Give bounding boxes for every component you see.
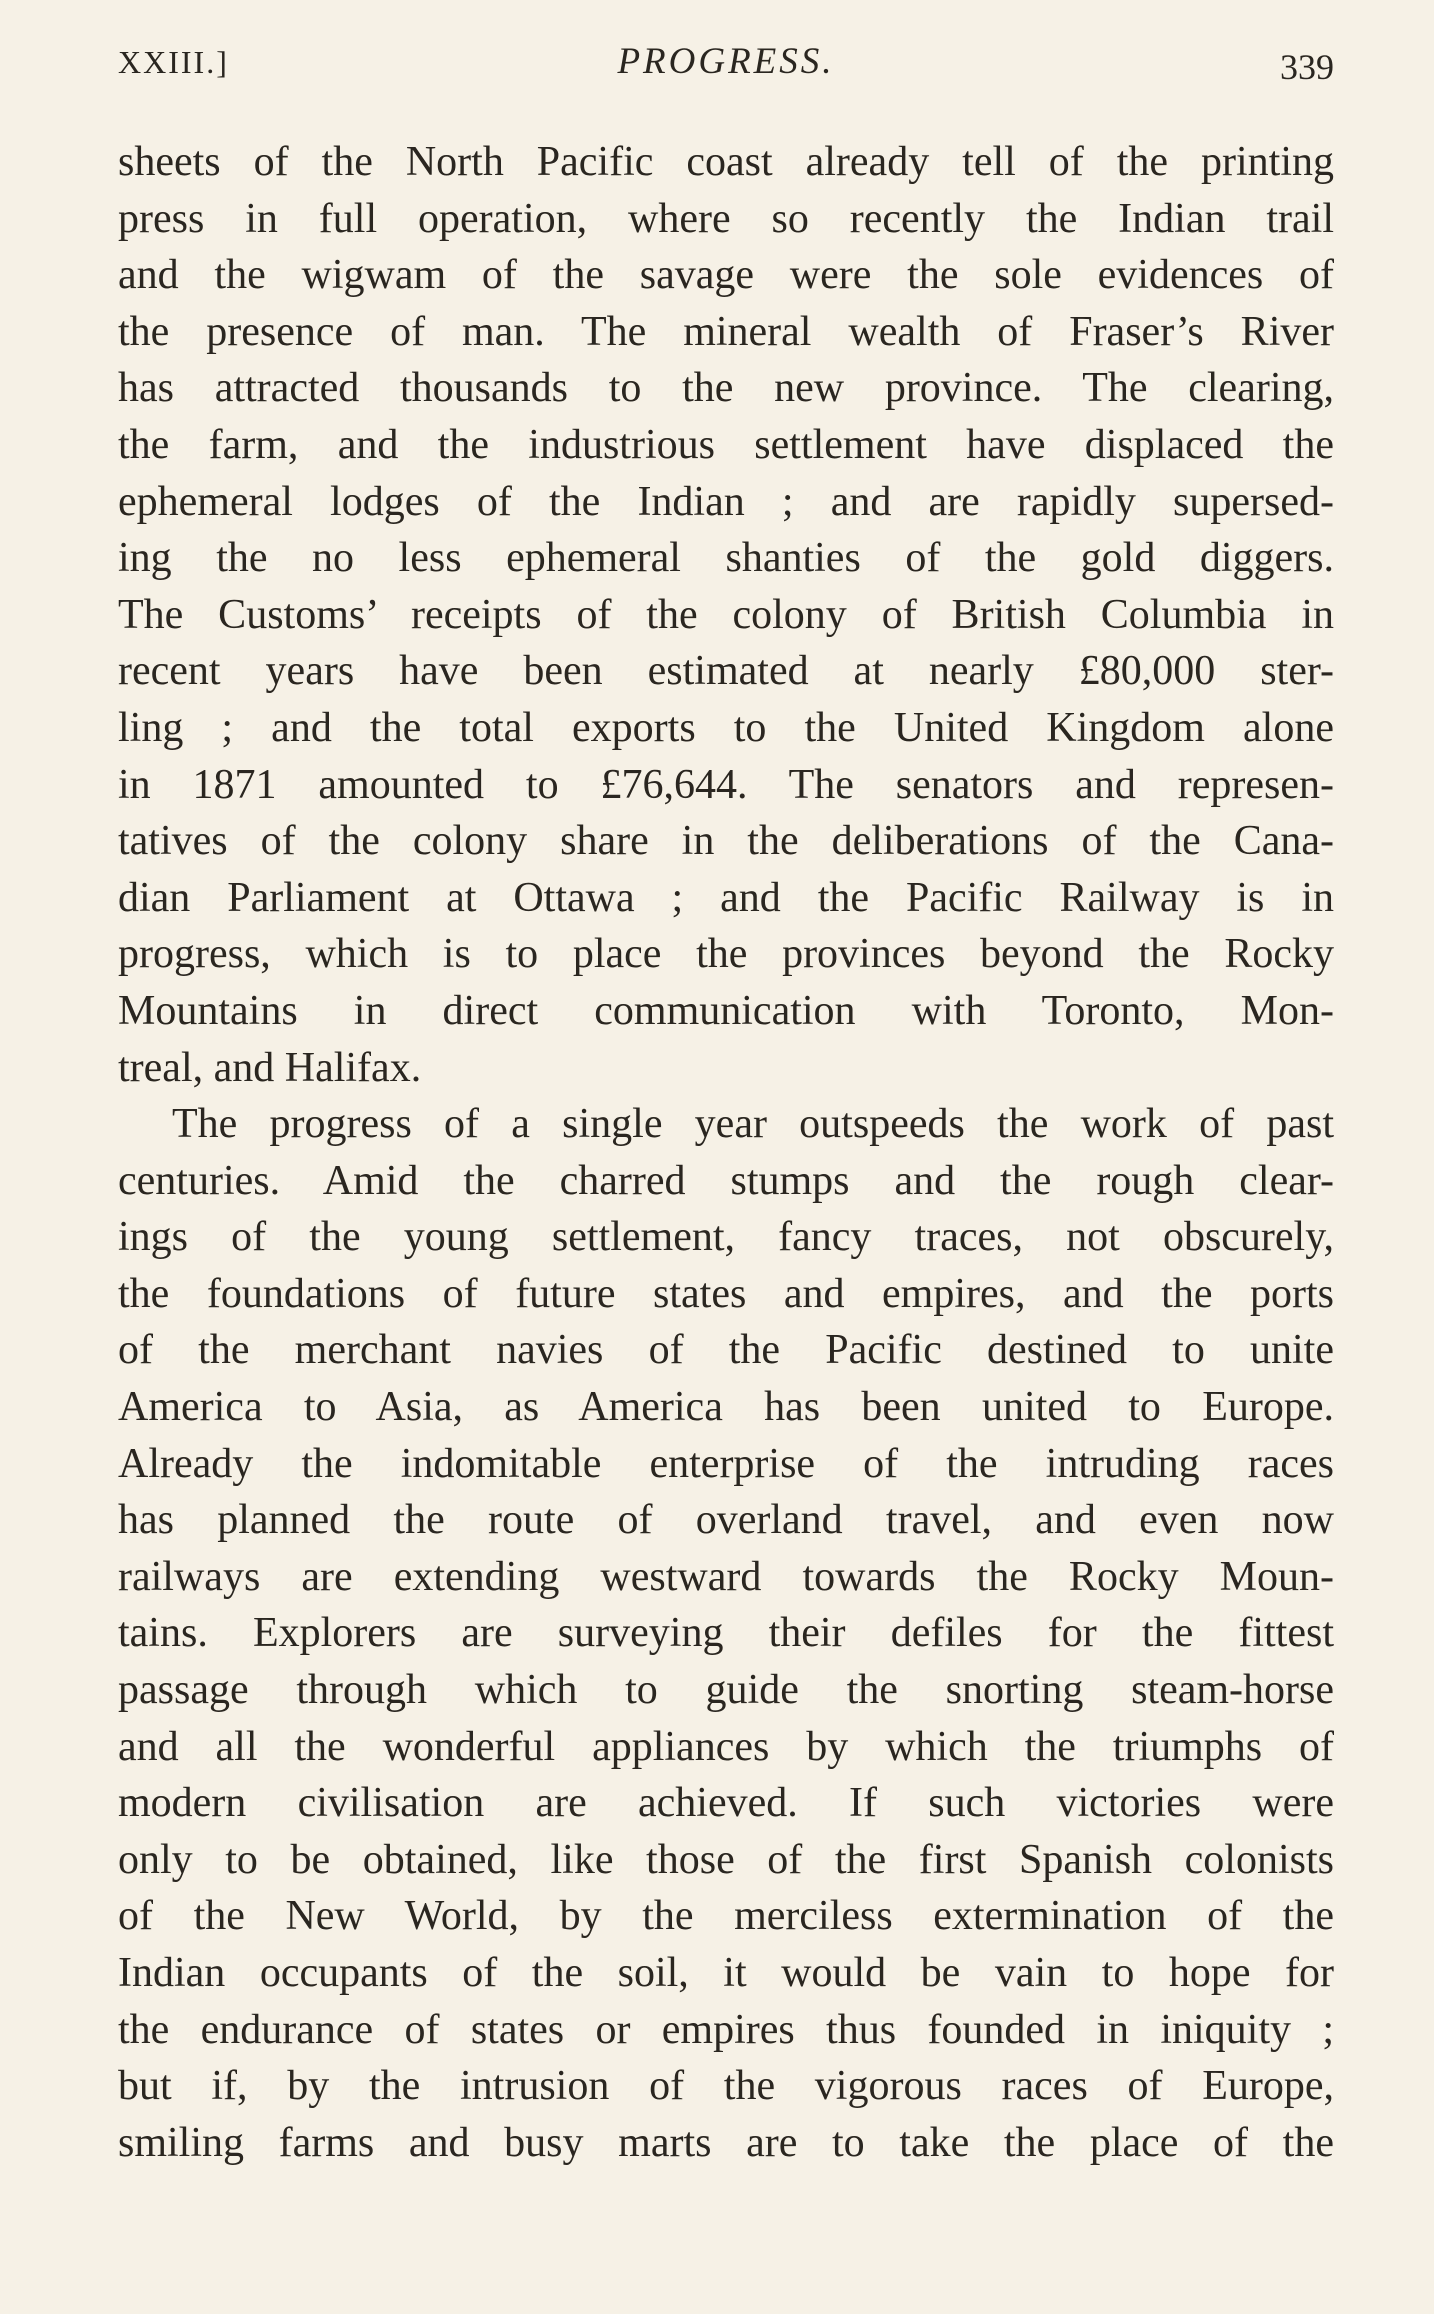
text-line: progress, which is to place the provinces beyond the Rocky [118,931,1334,978]
text-line: modern civilisation are achieved. If such victories were [118,1780,1334,1827]
text-line: passage through which to guide the snorting steam-horse [118,1667,1334,1714]
text-line: in 1871 amounted to £76,644. The senators and represen- [118,761,1334,808]
text-line: Already the indomitable enterprise of the intruding races [118,1440,1334,1487]
text-line: and all the wonderful appliances by which the triumphs of [118,1723,1334,1770]
text-line: The progress of a single year outspeeds the work of past [172,1101,1334,1148]
body-text [118,134,1334,2171]
running-title: PROGRESS. [617,41,835,82]
text-line: Indian occupants of the soil, it would be vain to hope for [118,1950,1334,1996]
text-line: Mountains in direct communication with Toronto, Mon- [118,987,1334,1034]
text-line: the presence of man. The mineral wealth of Fraser’s River [118,308,1334,355]
chapter-number: XXIII.] [118,44,229,80]
text-line: the foundations of future states and empires, and the ports [118,1270,1334,1317]
text-line: The Customs’ receipts of the colony of British Columbia in [118,591,1334,638]
text-line: the endurance of states or empires thus founded in iniquity ; [118,2006,1334,2053]
text-line: ings of the young settlement, fancy traces, not obscurely, [118,1214,1334,1261]
text-line: tatives of the colony share in the deliberations of the Cana- [118,818,1334,865]
text-line: but if, by the intrusion of the vigorous races of Europe, [118,2063,1334,2110]
paragraph [118,1096,1334,2171]
text-line: recent years have been estimated at nearly £80,000 ster- [118,648,1334,695]
text-line: ling ; and the total exports to the United Kingdom alone [118,704,1334,751]
running-head [118,40,1334,100]
text-line: centuries. Amid the charred stumps and the rough clear- [118,1157,1334,1204]
text-line: of the merchant navies of the Pacific destined to unite [118,1327,1334,1374]
text-line: of the New World, by the merciless extermination of the [118,1893,1334,1940]
text-line: the farm, and the industrious settlement have displaced the [118,421,1334,468]
text-line: has planned the route of overland travel, and even now [118,1497,1334,1544]
text-line: ing the no less ephemeral shanties of the gold diggers. [118,535,1334,582]
text-line: smiling farms and busy marts are to take the place of the [118,2119,1334,2166]
text-line: railways are extending westward towards the Rocky Moun- [118,1553,1334,1600]
text-line: America to Asia, as America has been united to Europe. [118,1384,1334,1431]
text-line: and the wigwam of the savage were the sole evidences of [118,252,1334,299]
text-line: only to be obtained, like those of the first Spanish colonists [118,1836,1334,1883]
text-line: has attracted thousands to the new province. The clearing, [118,365,1334,412]
text-line: press in full operation, where so recently the Indian trail [118,195,1334,242]
text-line: sheets of the North Pacific coast already tell of the printing [118,139,1334,185]
text-line: ephemeral lodges of the Indian ; and are rapidly supersed- [118,478,1334,525]
page-number: 339 [1280,47,1334,87]
text-line: treal, and Halifax. [118,1044,422,1091]
text-line: tains. Explorers are surveying their defiles for the fittest [118,1610,1334,1657]
paragraph [118,134,1334,1096]
text-line: dian Parliament at Ottawa ; and the Pacific Railway is in [118,874,1334,921]
